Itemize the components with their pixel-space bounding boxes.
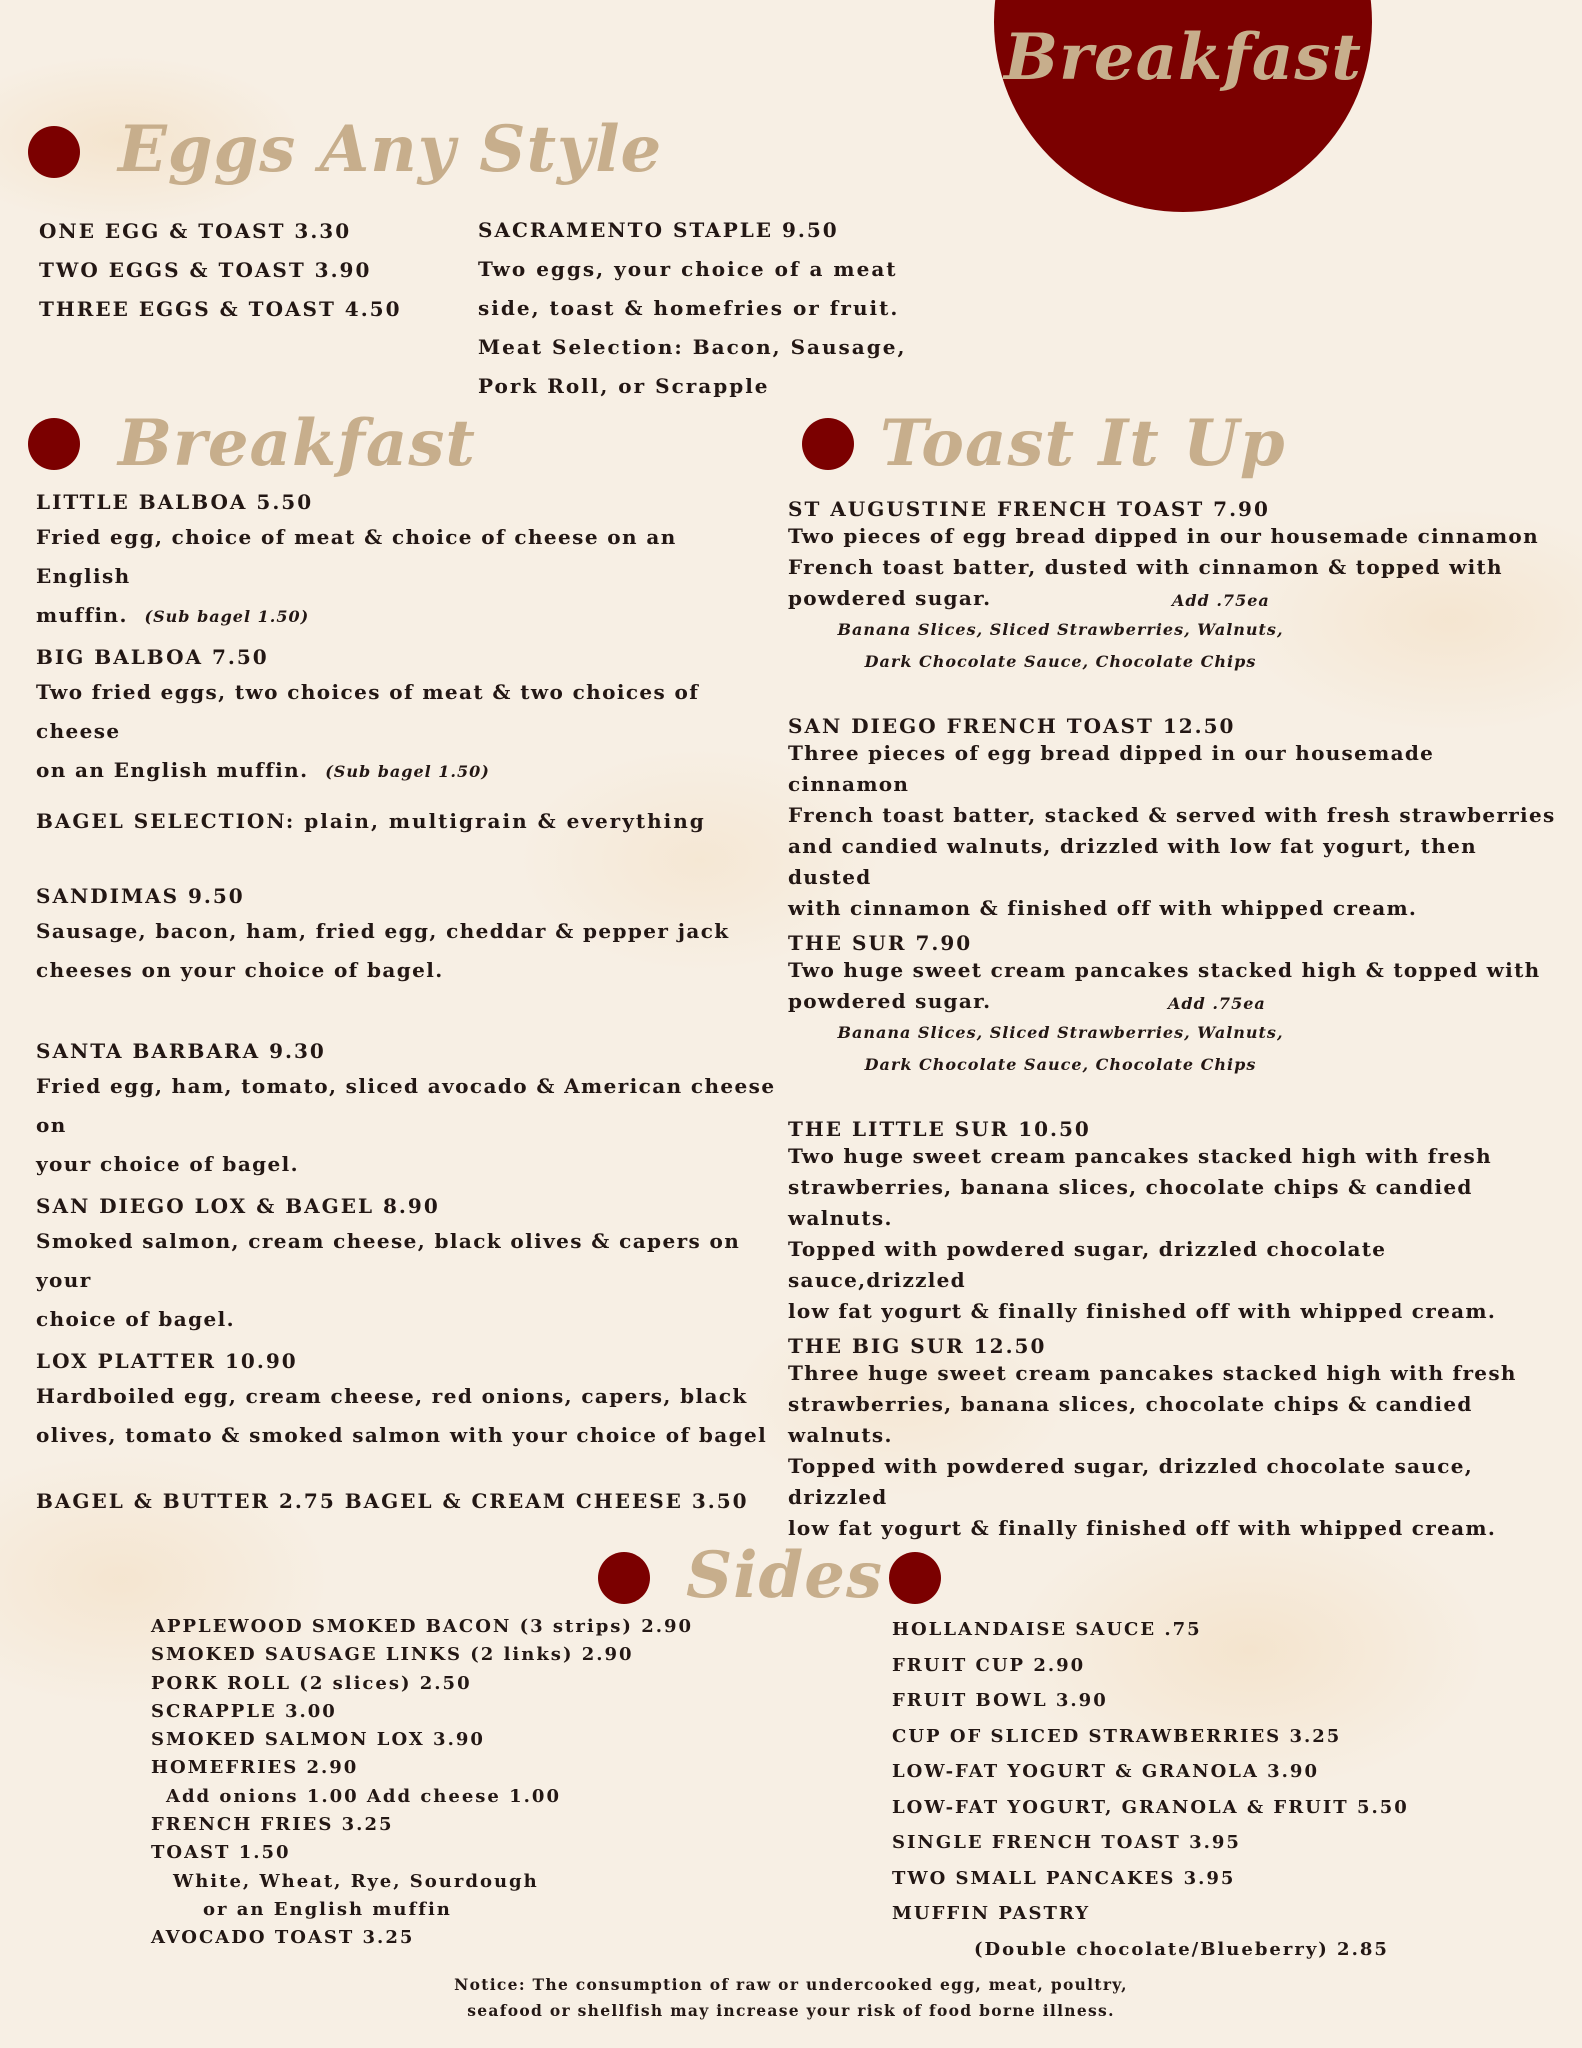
side-item: TWO SMALL PANCAKES 3.95	[892, 1867, 1236, 1889]
notice-line: Notice: The consumption of raw or undercooked egg, meat, poultry,	[454, 1975, 1128, 1994]
item-name: SAN DIEGO FRENCH TOAST 12.50	[788, 714, 1236, 738]
header-badge	[994, 0, 1372, 212]
side-item: PORK ROLL (2 slices) 2.50	[151, 1672, 472, 1694]
lox-platter	[36, 1349, 776, 1455]
item-name: SANDIMAS 9.50	[36, 884, 245, 908]
bagel-butter: BAGEL & BUTTER 2.75 BAGEL & CREAM CHEESE 3.50	[36, 1489, 749, 1513]
item-desc: choice of bagel.	[36, 1307, 236, 1331]
big-balboa	[36, 645, 766, 791]
side-item: AVOCADO TOAST 3.25	[151, 1927, 415, 1949]
eggs-item: ONE EGG & TOAST 3.30	[39, 219, 352, 243]
sacramento-staple	[478, 211, 906, 406]
side-item: TOAST 1.50	[151, 1842, 291, 1864]
item-desc: Topped with powdered sugar, drizzled chocolate sauce, drizzled	[788, 1454, 1474, 1509]
item-desc: your choice of bagel.	[36, 1152, 300, 1176]
item-name: THE SUR 7.90	[788, 931, 973, 955]
item-desc: muffin.	[36, 603, 128, 627]
item-desc: cheeses on your choice of bagel.	[36, 958, 444, 982]
item-note: (Sub bagel 1.50)	[325, 762, 490, 781]
item-name: SANTA BARBARA 9.30	[36, 1039, 326, 1063]
item-name: ST AUGUSTINE FRENCH TOAST 7.90	[788, 497, 1270, 521]
side-item: MUFFIN PASTRY	[892, 1903, 1091, 1924]
lox-bagel	[36, 1194, 776, 1339]
item-desc: Topped with powdered sugar, drizzled chocolate sauce,drizzled	[788, 1237, 1387, 1292]
side-item: CUP OF SLICED STRAWBERRIES 3.25	[892, 1725, 1342, 1747]
side-item: SINGLE FRENCH TOAST 3.95	[892, 1832, 1241, 1853]
little-balboa	[36, 490, 766, 636]
item-name: SAN DIEGO LOX & BAGEL 8.90	[36, 1194, 440, 1218]
item-desc: on an English muffin.	[36, 758, 309, 782]
item-name: LITTLE BALBOA 5.50	[36, 490, 314, 514]
item-name: LOX PLATTER 10.90	[36, 1349, 298, 1373]
item-desc: Hardboiled egg, cream cheese, red onions, capers, black	[36, 1384, 748, 1408]
section-bullet	[889, 1552, 941, 1604]
item-name: THE BIG SUR 12.50	[788, 1334, 1047, 1358]
item-name: THE LITTLE SUR 10.50	[788, 1117, 1091, 1141]
item-note: (Sub bagel 1.50)	[144, 607, 310, 626]
st-augustine	[788, 497, 1548, 678]
side-item: Add onions 1.00 Add cheese 1.00	[166, 1785, 561, 1807]
page-title: Breakfast	[1004, 20, 1362, 95]
side-item: or an English muffin	[203, 1898, 452, 1920]
side-item: FRUIT CUP 2.90	[892, 1654, 1086, 1676]
item-desc: Two huge sweet cream pancakes stacked high with fresh	[788, 1144, 1492, 1168]
toppings: Dark Chocolate Sauce, Chocolate Chips	[864, 652, 1257, 671]
side-item: APPLEWOOD SMOKED BACON (3 strips) 2.90	[151, 1616, 694, 1637]
notice-line: seafood or shellfish may increase your risk of food borne illness.	[467, 2001, 1115, 2020]
toppings: Dark Chocolate Sauce, Chocolate Chips	[864, 1055, 1257, 1074]
item-desc: and candied walnuts, drizzled with low fat yogurt, then dusted	[788, 834, 1477, 889]
item-desc: powdered sugar.	[788, 989, 992, 1013]
the-sur	[788, 931, 1548, 1081]
section-bullet	[28, 126, 80, 178]
item-desc: Two huge sweet cream pancakes stacked high & topped with	[788, 958, 1541, 982]
item-desc: low fat yogurt & finally finished off with whipped cream.	[788, 1516, 1497, 1540]
little-sur	[788, 1117, 1568, 1327]
item-desc: with cinnamon & finished off with whipped cream.	[788, 896, 1418, 920]
side-item: SCRAPPLE 3.00	[151, 1700, 337, 1722]
add-note: Add .75ea	[1168, 994, 1266, 1013]
breakfast-heading: Breakfast	[118, 406, 476, 481]
item-name: SACRAMENTO STAPLE 9.50	[478, 218, 839, 242]
item-desc: powdered sugar.	[788, 586, 992, 610]
item-desc: French toast batter, dusted with cinnamon & topped with	[788, 555, 1503, 579]
eggs-item: TWO EGGS & TOAST 3.90	[39, 258, 372, 282]
sandimas	[36, 884, 766, 990]
item-desc: Two fried eggs, two choices of meat & two choices of cheese	[36, 680, 700, 743]
item-desc: Fried egg, ham, tomato, sliced avocado & American cheese on	[36, 1074, 776, 1137]
item-desc: Two pieces of egg bread dipped in our housemade cinnamon	[788, 524, 1539, 548]
item-desc: Pork Roll, or Scrapple	[478, 374, 770, 398]
side-item: White, Wheat, Rye, Sourdough	[173, 1870, 539, 1892]
toppings: Banana Slices, Sliced Strawberries, Walnuts,	[837, 1023, 1284, 1042]
side-item: (Double chocolate/Blueberry) 2.85	[974, 1938, 1389, 1960]
food-safety-notice	[391, 1972, 1191, 2024]
item-desc: Meat Selection: Bacon, Sausage,	[478, 335, 907, 359]
side-item: SMOKED SAUSAGE LINKS (2 links) 2.90	[151, 1644, 634, 1666]
eggs-heading: Eggs Any Style	[118, 112, 663, 187]
sides-heading: Sides	[686, 1538, 884, 1613]
big-sur	[788, 1334, 1568, 1544]
item-desc: Sausage, bacon, ham, fried egg, cheddar & pepper jack	[36, 919, 730, 943]
item-desc: low fat yogurt & finally finished off with whipped cream.	[788, 1299, 1497, 1323]
sides-right-list	[892, 1612, 1409, 1967]
santa-barbara	[36, 1039, 776, 1184]
side-item: HOLLANDAISE SAUCE .75	[892, 1619, 1202, 1640]
sides-left-list	[151, 1613, 693, 1953]
side-item: FRUIT BOWL 3.90	[892, 1690, 1108, 1711]
toast-heading: Toast It Up	[880, 406, 1286, 481]
section-bullet	[802, 418, 854, 470]
item-desc: Two eggs, your choice of a meat	[478, 257, 898, 281]
add-note: Add .75ea	[1172, 591, 1270, 610]
side-item: LOW-FAT YOGURT & GRANOLA 3.90	[892, 1761, 1319, 1782]
section-bullet	[28, 418, 80, 470]
side-item: FRENCH FRIES 3.25	[151, 1814, 394, 1836]
eggs-item: THREE EGGS & TOAST 4.50	[39, 297, 402, 321]
item-desc: Three huge sweet cream pancakes stacked high with fresh	[788, 1361, 1517, 1385]
side-item: SMOKED SALMON LOX 3.90	[151, 1729, 485, 1751]
side-item: LOW-FAT YOGURT, GRANOLA & FRUIT 5.50	[892, 1796, 1409, 1818]
item-desc: French toast batter, stacked & served with fresh strawberries	[788, 803, 1556, 827]
item-desc: Fried egg, choice of meat & choice of cheese on an English	[36, 525, 677, 588]
item-desc: strawberries, banana slices, chocolate chips & candied walnuts.	[788, 1392, 1473, 1447]
section-bullet	[598, 1552, 650, 1604]
item-desc: Smoked salmon, cream cheese, black olives & capers on your	[36, 1229, 741, 1292]
item-desc: strawberries, banana slices, chocolate chips & candied walnuts.	[788, 1175, 1473, 1230]
item-desc: olives, tomato & smoked salmon with your choice of bagel	[36, 1423, 768, 1447]
side-item: HOMEFRIES 2.90	[151, 1757, 359, 1779]
eggs-items	[39, 212, 402, 329]
san-diego-french-toast	[788, 714, 1558, 924]
item-desc: side, toast & homefries or fruit.	[478, 296, 900, 320]
toppings: Banana Slices, Sliced Strawberries, Walnuts,	[837, 620, 1284, 639]
bagel-selection: BAGEL SELECTION: plain, multigrain & everything	[36, 809, 706, 833]
item-desc: Three pieces of egg bread dipped in our housemade cinnamon	[788, 741, 1435, 796]
item-name: BIG BALBOA 7.50	[36, 645, 269, 669]
